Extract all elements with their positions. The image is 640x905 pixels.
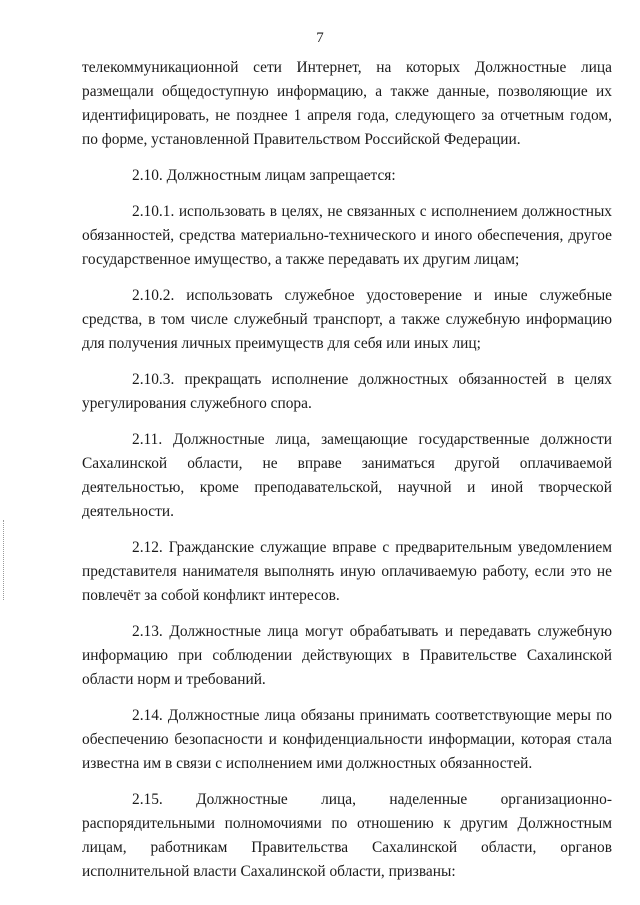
paragraph-2-10: 2.10. Должностным лицам запрещается: (132, 167, 396, 184)
page-number: 7 (316, 30, 324, 46)
paragraph-2-10-1: 2.10.1. использовать в целях, не связанных с исполнением должностных обязанностей, средства материально-технического и иного обеспечения, другое государственное имущество, а также передавать их другим лицам; (82, 203, 612, 268)
paragraph-2-15: 2.15. Должностные лица, наделенные организационно-распорядительными полномочиями по отношению к другим Должностным лицам, работникам Правительства Сахалинской области, органов исполнительной власти Сахалинской области, призваны: (82, 791, 612, 880)
paragraph-2-12: 2.12. Гражданские служащие вправе с предварительным уведомлением представителя нанимателя выполнять иную оплачиваемую работу, если это не повлечёт за собой конфликт интересов. (82, 539, 612, 604)
paragraph-2-10-3: 2.10.3. прекращать исполнение должностных обязанностей в целях урегулирования служебного спора. (82, 371, 612, 412)
paragraph-2-11: 2.11. Должностные лица, замещающие государственные должности Сахалинской области, не вправе заниматься другой оплачиваемой деятельностью, кроме преподавательской, научной и иной творческой деятельности. (82, 431, 612, 520)
paragraph-2-10-2: 2.10.2. использовать служебное удостоверение и иные служебные средства, в том числе служебный транспорт, а также служебную информацию для получения личных преимуществ для себя или иных лиц; (82, 287, 612, 352)
paragraph-2-13: 2.13. Должностные лица могут обрабатывать и передавать служебную информацию при соблюдении действующих в Правительстве Сахалинской области норм и требований. (82, 623, 612, 688)
scan-edge-mark (3, 520, 5, 600)
paragraph-2-14: 2.14. Должностные лица обязаны принимать соответствующие меры по обеспечению безопасности и конфиденциальности информации, которая стала известна им в связи с исполнением ими должностных обязанностей. (82, 707, 612, 772)
paragraph-intro: телекоммуникационной сети Интернет, на которых Должностные лица размещали общедоступную информацию, а также данные, позволяющие их идентифицировать, не позднее 1 апреля года, следующего за отчетным годом, по форме, установленной Правительством Российской Федерации. (82, 59, 612, 148)
document-body (82, 56, 612, 896)
